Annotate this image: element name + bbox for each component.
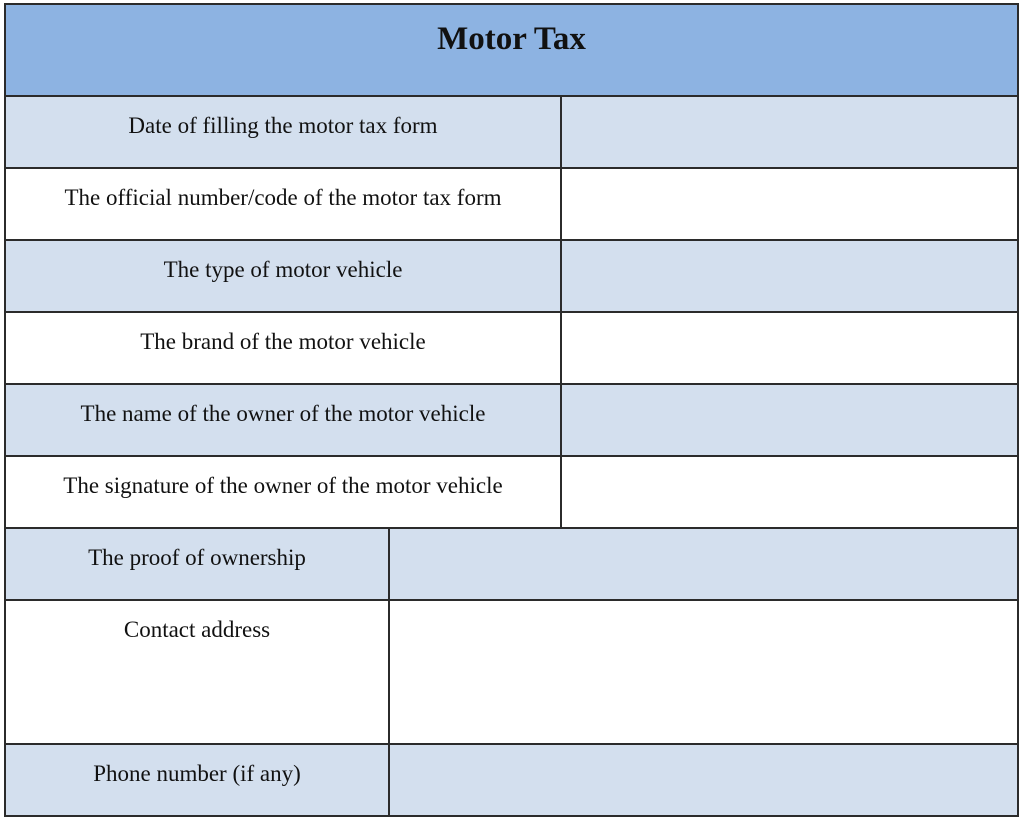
form-row-phone-number xyxy=(6,745,1017,817)
form-row-owner-name xyxy=(6,385,1017,457)
motor-tax-form xyxy=(4,3,1019,817)
owner-signature-field[interactable] xyxy=(562,457,1017,527)
proof-of-ownership-field[interactable] xyxy=(390,529,1017,599)
form-row-vehicle-brand xyxy=(6,313,1017,385)
vehicle-brand-label: The brand of the motor vehicle xyxy=(6,313,562,383)
contact-address-label: Contact address xyxy=(6,601,390,743)
vehicle-type-field[interactable] xyxy=(562,241,1017,311)
form-row-official-number xyxy=(6,169,1017,241)
phone-number-field[interactable] xyxy=(390,745,1017,815)
form-row-vehicle-type xyxy=(6,241,1017,313)
official-number-field[interactable] xyxy=(562,169,1017,239)
owner-name-field[interactable] xyxy=(562,385,1017,455)
proof-of-ownership-label: The proof of ownership xyxy=(6,529,390,599)
vehicle-brand-field[interactable] xyxy=(562,313,1017,383)
official-number-label: The official number/code of the motor tax form xyxy=(6,169,562,239)
date-label: Date of filling the motor tax form xyxy=(6,97,562,167)
date-field[interactable] xyxy=(562,97,1017,167)
phone-number-label: Phone number (if any) xyxy=(6,745,390,815)
vehicle-type-label: The type of motor vehicle xyxy=(6,241,562,311)
owner-signature-label: The signature of the owner of the motor vehicle xyxy=(6,457,562,527)
owner-name-label: The name of the owner of the motor vehicle xyxy=(6,385,562,455)
form-row-date xyxy=(6,97,1017,169)
contact-address-field[interactable] xyxy=(390,601,1017,743)
form-title: Motor Tax xyxy=(6,5,1017,97)
form-row-contact-address xyxy=(6,601,1017,745)
form-row-proof-of-ownership xyxy=(6,529,1017,601)
form-row-owner-signature xyxy=(6,457,1017,529)
